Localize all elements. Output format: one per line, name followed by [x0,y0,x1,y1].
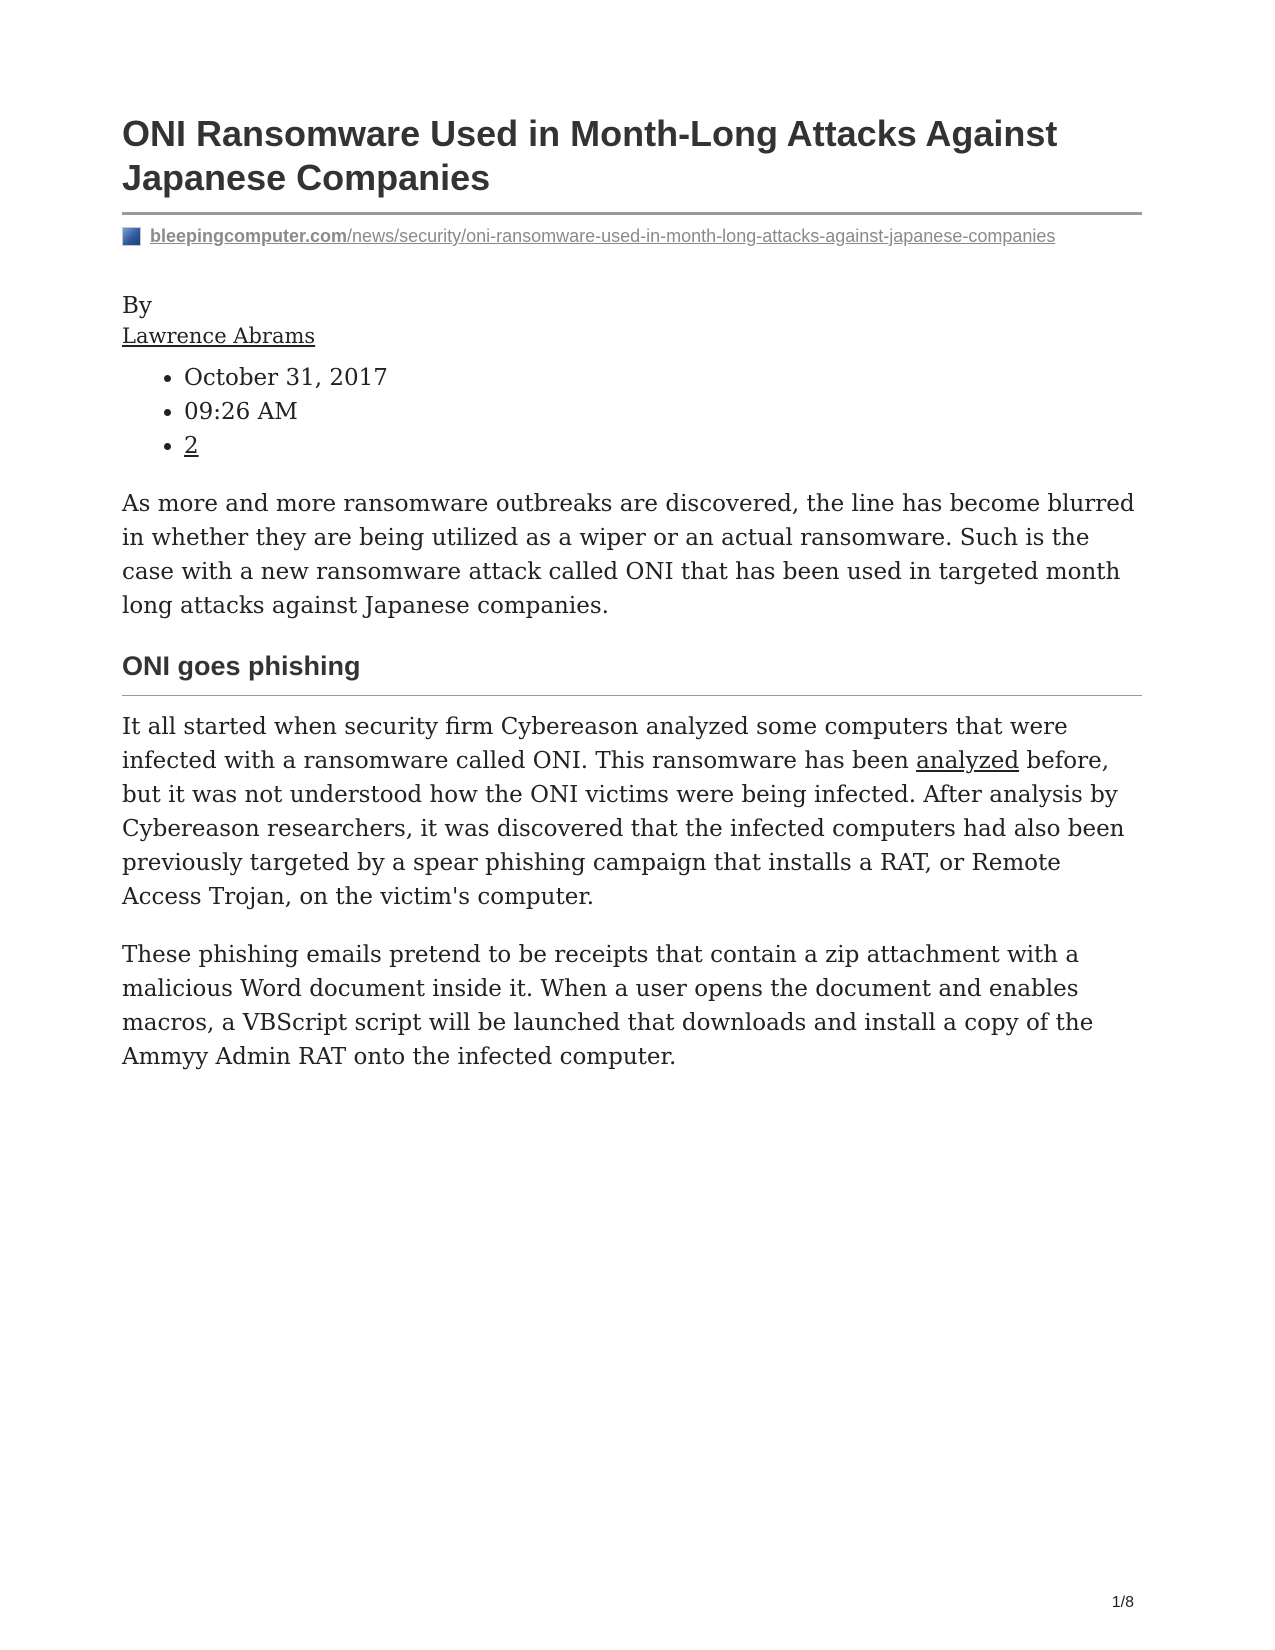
meta-comments [184,429,1142,463]
article-meta-list [122,361,1142,463]
page-number: 1/8 [1111,1594,1134,1611]
body-paragraph-1 [122,710,1142,914]
author-link[interactable]: Lawrence Abrams [122,324,316,348]
meta-date: • October 31, 2017 [184,361,1142,395]
source-domain: bleepingcomputer.com [150,226,348,246]
paragraph-text: before, but it was not understood how the ONI victims were being infected. After analysis by Cybereason researchers, it was discovered that the infected computers had also been previously targeted by a spear phishing campaign that installs a RAT, or Remote Access Trojan, on the victim's computer. [122,748,1125,910]
site-favicon-icon [122,227,141,246]
paragraph-text: It all started when security firm Cybereason analyzed some computers that were infected with a ransomware called ONI. This ransomware has been [122,714,1068,774]
source-path: /news/security/oni-ransomware-used-in-month-long-attacks-against-japanese-companies [347,226,1056,246]
intro-paragraph: As more and more ransomware outbreaks are discovered, the line has become blurred in whether they are being utilized as a wiper or an actual ransomware. Such is the case with a new ransomware attack called ONI that has been used in targeted month long attacks against Japanese companies. [122,491,1135,619]
article-title: ONI Ransomware Used in Month-Long Attacks Against Japanese Companies [122,112,1142,215]
body-paragraph-2: These phishing emails pretend to be receipts that contain a zip attachment with a malicious Word document inside it. When a user opens the document and enables macros, a VBScript script will be launched that downloads and install a copy of the Ammyy Admin RAT onto the infected computer. [122,942,1094,1070]
byline [122,291,1142,351]
section-heading: ONI goes phishing [122,649,1142,696]
source-link[interactable] [150,225,1055,247]
meta-time: • 09:26 AM [184,395,1142,429]
comments-count-link[interactable]: 2 [184,433,199,459]
source-url [122,225,1142,247]
analyzed-link[interactable]: analyzed [916,748,1020,774]
article [122,112,1142,1074]
byline-prefix: By [122,293,152,319]
